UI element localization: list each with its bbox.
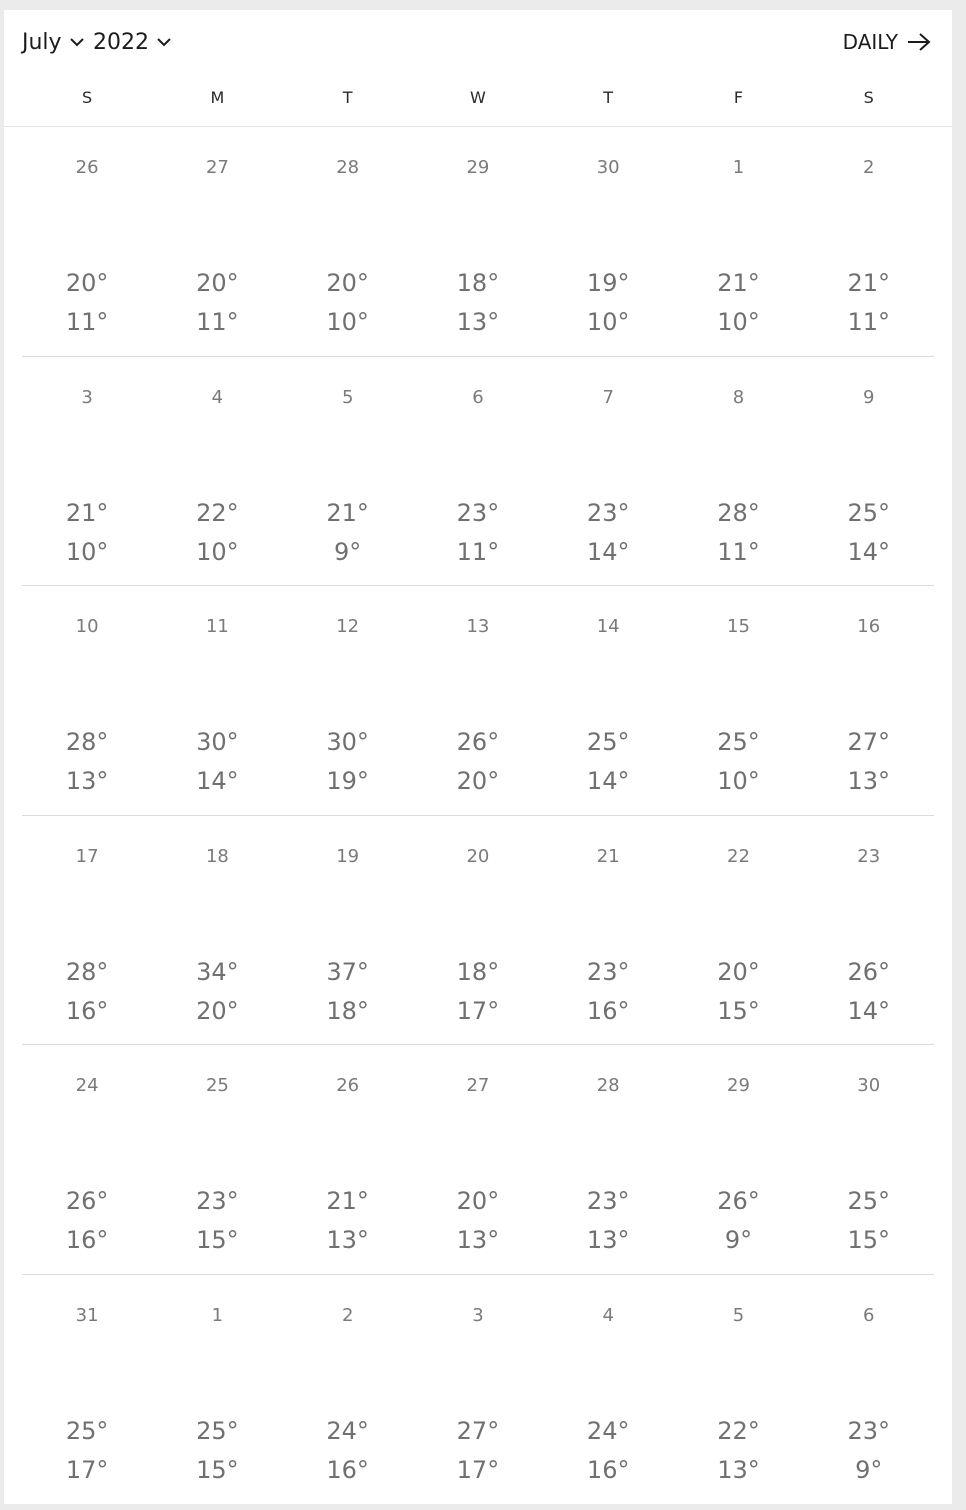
chevron-down-icon [155,33,173,51]
day-number: 26 [75,157,99,178]
low-temperature: 10° [717,308,760,336]
calendar-day-cell[interactable] [22,586,152,816]
day-number: 4 [602,1304,614,1326]
calendar-day-cell[interactable] [543,586,673,816]
high-temperature: 21° [326,498,369,527]
low-temperature: 18° [326,996,369,1025]
day-number: 28 [336,157,360,178]
high-temperature: 26° [456,728,500,756]
calendar-header [4,10,952,74]
high-temperature: 20° [456,1187,500,1215]
high-temperature: 34° [196,957,239,986]
day-number: 6 [472,386,484,408]
low-temperature: 14° [586,767,630,795]
low-temperature: 15° [196,1226,239,1254]
day-number: 29 [466,157,490,178]
low-temperature: 11° [717,537,760,566]
high-temperature: 23° [586,957,630,986]
low-temperature: 10° [196,537,239,566]
calendar-day-cell[interactable] [283,127,413,357]
calendar-day-cell[interactable] [413,586,543,816]
day-number: 1 [211,1304,224,1326]
high-temperature: 28° [717,498,760,527]
day-number: 18 [205,845,229,867]
day-number: 31 [75,1304,99,1326]
high-temperature: 37° [326,957,369,986]
high-temperature: 23° [586,498,630,527]
calendar-day-cell[interactable] [413,127,543,357]
calendar-day-cell[interactable] [543,1045,673,1275]
calendar-day-cell[interactable] [413,1275,543,1505]
high-temperature: 21° [326,1187,369,1215]
low-temperature: 16° [586,1455,630,1484]
calendar-week-row [22,816,934,1046]
day-number: 23 [857,845,881,867]
day-number: 29 [727,1075,750,1096]
arrow-right-icon [906,31,932,53]
calendar-day-cell[interactable] [283,357,413,587]
calendar-day-cell[interactable] [152,127,282,357]
high-temperature: 20° [326,269,369,297]
high-temperature: 25° [586,728,630,756]
high-temperature: 26° [847,957,890,986]
high-temperature: 21° [65,498,109,527]
low-temperature: 14° [586,537,630,566]
low-temperature: 13° [586,1226,630,1254]
calendar-day-cell[interactable] [673,1275,803,1505]
calendar-day-cell[interactable] [673,586,803,816]
low-temperature: 9° [855,1455,883,1484]
low-temperature: 11° [847,308,890,336]
high-temperature: 27° [456,1416,500,1445]
low-temperature: 17° [456,1455,500,1484]
low-temperature: 16° [326,1455,369,1484]
day-number: 22 [727,845,750,867]
day-number: 27 [466,1075,490,1096]
calendar-day-cell[interactable] [543,127,673,357]
day-number: 24 [75,1075,99,1096]
high-temperature: 28° [65,957,109,986]
low-temperature: 11° [456,537,500,566]
low-temperature: 19° [326,767,369,795]
high-temperature: 21° [847,269,890,297]
low-temperature: 10° [65,537,109,566]
high-temperature: 27° [847,728,890,756]
day-number: 16 [857,616,881,637]
high-temperature: 28° [65,728,109,756]
day-number: 13 [466,616,490,637]
high-temperature: 18° [456,269,500,297]
high-temperature: 22° [717,1416,760,1445]
calendar-day-cell[interactable] [673,357,803,587]
calendar-day-cell[interactable] [673,816,803,1046]
month-dropdown[interactable] [22,28,86,56]
day-number: 6 [863,1304,875,1326]
low-temperature: 20° [196,996,239,1025]
weekday-sunday: S [82,88,93,107]
calendar-day-cell[interactable] [543,357,673,587]
high-temperature: 19° [586,269,630,297]
high-temperature: 25° [847,1187,890,1215]
calendar-day-cell[interactable] [22,1275,152,1505]
year-dropdown[interactable] [93,28,173,56]
high-temperature: 23° [196,1187,239,1215]
chevron-down-icon [68,33,86,51]
calendar-day-cell[interactable] [283,586,413,816]
high-temperature: 18° [456,957,500,986]
low-temperature: 13° [326,1226,369,1254]
year-label: 2022 [93,29,149,55]
high-temperature: 30° [326,728,369,756]
day-number: 21 [596,845,620,867]
high-temperature: 26° [65,1187,109,1215]
low-temperature: 9° [334,537,362,566]
calendar-day-cell[interactable] [152,586,282,816]
day-number: 10 [75,616,99,637]
day-number: 1 [732,157,745,178]
daily-label: DAILY [842,30,898,54]
day-number: 3 [472,1304,484,1326]
monthly-forecast-card [4,10,952,1504]
day-number: 3 [81,386,93,408]
day-number: 2 [863,157,875,178]
weekday-friday: F [733,88,744,107]
calendar-day-cell[interactable] [543,816,673,1046]
low-temperature: 16° [65,1226,109,1254]
calendar-day-cell[interactable] [283,1275,413,1505]
day-number: 7 [602,386,614,408]
low-temperature: 16° [586,996,630,1025]
day-number: 30 [857,1075,881,1096]
calendar-day-cell[interactable] [804,1275,934,1505]
calendar-week-row [22,127,934,357]
day-number: 25 [205,1075,229,1096]
weekday-header-row [22,88,934,110]
high-temperature: 25° [847,498,890,527]
weekday-monday: M [210,88,225,107]
low-temperature: 17° [456,996,500,1025]
calendar-day-cell[interactable] [804,357,934,587]
calendar-day-cell[interactable] [673,1045,803,1275]
low-temperature: 13° [847,767,890,795]
day-number: 20 [466,845,490,867]
high-temperature: 25° [717,728,760,756]
day-number: 4 [211,386,224,408]
calendar-day-cell[interactable] [22,357,152,587]
calendar-day-cell[interactable] [673,127,803,357]
high-temperature: 24° [326,1416,369,1445]
low-temperature: 13° [717,1455,760,1484]
calendar-grid [22,127,934,1504]
low-temperature: 15° [717,996,760,1025]
high-temperature: 30° [196,728,239,756]
calendar-day-cell[interactable] [804,586,934,816]
day-number: 30 [596,157,620,178]
day-number: 15 [727,616,750,637]
low-temperature: 13° [456,308,500,336]
day-number: 5 [341,386,354,408]
calendar-day-cell[interactable] [152,1275,282,1505]
low-temperature: 10° [717,767,760,795]
calendar-week-row [22,586,934,816]
high-temperature: 25° [65,1416,109,1445]
day-number: 11 [205,616,229,637]
high-temperature: 23° [847,1416,890,1445]
day-number: 9 [863,386,875,408]
low-temperature: 11° [196,308,239,336]
low-temperature: 20° [456,767,500,795]
day-number: 26 [336,1075,360,1096]
day-number: 28 [596,1075,620,1096]
daily-view-link[interactable] [843,28,932,56]
calendar-day-cell[interactable] [152,357,282,587]
high-temperature: 23° [456,498,500,527]
day-number: 27 [205,157,229,178]
low-temperature: 11° [65,308,109,336]
high-temperature: 20° [717,957,760,986]
calendar-day-cell[interactable] [413,816,543,1046]
low-temperature: 10° [326,308,369,336]
high-temperature: 23° [586,1187,630,1215]
low-temperature: 14° [847,537,890,566]
calendar-day-cell[interactable] [22,1045,152,1275]
low-temperature: 13° [65,767,109,795]
high-temperature: 24° [586,1416,630,1445]
weekday-saturday: S [863,88,874,107]
calendar-day-cell[interactable] [152,1045,282,1275]
day-number: 14 [596,616,620,637]
day-number: 17 [75,845,99,867]
calendar-day-cell[interactable] [804,816,934,1046]
high-temperature: 21° [717,269,760,297]
weekday-wednesday: W [470,88,486,107]
low-temperature: 10° [586,308,630,336]
low-temperature: 14° [847,996,890,1025]
calendar-day-cell[interactable] [152,816,282,1046]
calendar-day-cell[interactable] [283,1045,413,1275]
low-temperature: 15° [196,1455,239,1484]
calendar-day-cell[interactable] [543,1275,673,1505]
low-temperature: 13° [456,1226,500,1254]
weekday-thursday: T [603,88,614,107]
high-temperature: 26° [717,1187,760,1215]
low-temperature: 9° [724,1226,753,1254]
weekday-tuesday: T [342,88,353,107]
day-number: 2 [341,1304,354,1326]
calendar-day-cell[interactable] [283,816,413,1046]
day-number: 12 [336,616,360,637]
day-number: 8 [732,386,745,408]
calendar-day-cell[interactable] [413,357,543,587]
low-temperature: 14° [196,767,239,795]
low-temperature: 16° [65,996,109,1025]
calendar-week-row [22,1045,934,1275]
day-number: 5 [732,1304,745,1326]
calendar-day-cell[interactable] [22,127,152,357]
high-temperature: 20° [196,269,239,297]
calendar-day-cell[interactable] [22,816,152,1046]
calendar-day-cell[interactable] [804,127,934,357]
calendar-day-cell[interactable] [804,1045,934,1275]
high-temperature: 20° [65,269,109,297]
low-temperature: 17° [65,1455,109,1484]
calendar-day-cell[interactable] [413,1045,543,1275]
calendar-week-row [22,357,934,587]
calendar-week-row [22,1275,934,1505]
month-label: July [22,29,62,55]
high-temperature: 25° [196,1416,239,1445]
day-number: 19 [336,845,360,867]
high-temperature: 22° [196,498,239,527]
low-temperature: 15° [847,1226,890,1254]
